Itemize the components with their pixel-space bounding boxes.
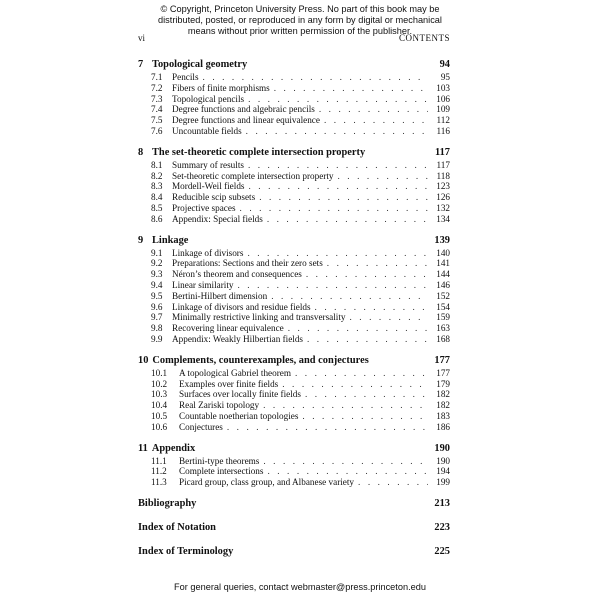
- toc-section-entry[interactable]: [138, 368, 450, 379]
- toc-section-entry[interactable]: [138, 115, 450, 126]
- dot-leader: [267, 466, 428, 477]
- section-title: Reducible scip subsets: [172, 192, 256, 203]
- toc-section-entry[interactable]: [138, 477, 450, 488]
- dot-leader: [267, 214, 428, 225]
- section-title: Countable noetherian topologies: [179, 410, 299, 421]
- section-page: 140: [436, 247, 450, 258]
- chapter-title: Topological geometry: [152, 59, 248, 70]
- chapter-title: Complements, counterexamples, and conjectures: [152, 354, 369, 366]
- section-title: Appendix: Weakly Hilbertian fields: [172, 333, 304, 344]
- back-matter-page: 223: [434, 521, 450, 533]
- section-page: 159: [436, 312, 450, 323]
- toc-section-entry[interactable]: [138, 203, 450, 214]
- section-title: Degree functions and algebraic pencils: [172, 104, 315, 115]
- dot-leader: [238, 280, 429, 291]
- chapter-number: 10: [138, 354, 149, 366]
- section-number: 9.7: [151, 312, 163, 323]
- chapter-page: 94: [439, 59, 450, 70]
- section-title: Néron’s theorem and consequences: [172, 269, 302, 280]
- dot-leader: [203, 72, 428, 83]
- dot-leader: [246, 126, 428, 137]
- section-title: Linear similarity: [172, 279, 234, 290]
- section-page: 95: [440, 72, 450, 82]
- dot-leader: [247, 248, 428, 259]
- back-matter-title: Bibliography: [138, 497, 197, 509]
- section-page: 186: [436, 421, 450, 432]
- section-number: 9.5: [151, 290, 163, 301]
- toc-chapter: [138, 234, 450, 345]
- section-page: 117: [436, 159, 450, 170]
- toc-section-entry[interactable]: [138, 104, 450, 115]
- dot-leader: [302, 411, 428, 422]
- toc-section-entry[interactable]: [138, 160, 450, 171]
- section-title: Real Zariski topology: [179, 400, 260, 411]
- section-title: Recovering linear equivalence: [172, 323, 284, 334]
- section-page: 126: [436, 192, 450, 203]
- section-title: Linkage of divisors: [172, 247, 244, 258]
- dot-leader: [248, 160, 428, 171]
- section-page: 123: [436, 181, 450, 192]
- toc-section-entry[interactable]: [138, 94, 450, 105]
- toc-section-entry[interactable]: [138, 83, 450, 94]
- dot-leader: [249, 181, 429, 192]
- section-number: 8.2: [151, 170, 163, 181]
- section-number: 10.3: [151, 389, 168, 400]
- section-number: 10.1: [151, 367, 168, 378]
- toc-section-entry[interactable]: [138, 248, 450, 259]
- section-number: 9.9: [151, 333, 163, 344]
- section-page: 109: [436, 104, 450, 115]
- toc-chapter: [138, 442, 450, 488]
- section-number: 8.6: [151, 213, 163, 224]
- running-title: CONTENTS: [399, 33, 450, 43]
- section-title: Conjectures: [179, 421, 223, 432]
- toc-section-entry[interactable]: [138, 411, 450, 422]
- toc-section-entry[interactable]: [138, 280, 450, 291]
- section-number: 7.5: [151, 115, 163, 126]
- section-number: 10.5: [151, 410, 168, 421]
- footer-contact: For general queries, contact webmaster@press.princeton.edu: [174, 582, 426, 592]
- toc-section-entry[interactable]: [138, 456, 450, 467]
- dot-leader: [227, 422, 428, 433]
- section-title: Degree functions and linear equivalence: [172, 115, 320, 126]
- chapter-title: Appendix: [151, 442, 196, 454]
- copyright-line: means without prior written permission of the publisher.: [187, 26, 413, 36]
- back-matter-page: 213: [434, 497, 450, 509]
- section-title: Summary of results: [172, 159, 244, 170]
- copyright-line: © Copyright, Princeton University Press. No part of this book may be: [160, 4, 440, 14]
- section-title: Bertini-Hilbert dimension: [172, 290, 268, 301]
- section-title: Complete intersections: [179, 466, 264, 477]
- section-page: 141: [436, 258, 450, 269]
- chapter-list: [138, 58, 450, 488]
- dot-leader: [350, 312, 428, 323]
- section-title: Projective spaces: [172, 202, 236, 213]
- toc-section-entry[interactable]: [138, 422, 450, 433]
- section-number: 7.4: [151, 104, 163, 115]
- toc-section-entry[interactable]: [138, 126, 450, 137]
- copyright-line: distributed, posted, or reproduced in any form by digital or mechanical: [158, 15, 442, 25]
- section-page: 103: [436, 82, 450, 93]
- toc-section-entry[interactable]: [138, 302, 450, 313]
- toc-section-entry[interactable]: [138, 389, 450, 400]
- dot-leader: [358, 477, 428, 488]
- section-number: 7.2: [151, 82, 163, 93]
- dot-leader: [271, 291, 428, 302]
- back-matter-title: Index of Terminology: [138, 545, 234, 557]
- dot-leader: [274, 83, 428, 94]
- section-page: 118: [436, 170, 450, 181]
- chapter-title: The set-theoretic complete intersection property: [152, 146, 366, 158]
- section-page: 144: [436, 269, 450, 280]
- section-page: 190: [436, 455, 450, 466]
- section-page: 163: [436, 323, 450, 334]
- toc-section-entry[interactable]: [138, 334, 450, 345]
- section-page: 168: [436, 333, 450, 344]
- page-number: vi: [138, 33, 146, 43]
- section-page: 177: [436, 367, 450, 378]
- toc-section-entry[interactable]: [138, 258, 450, 269]
- chapter-heading[interactable]: [138, 146, 450, 160]
- toc-section-entry[interactable]: [138, 466, 450, 477]
- chapter-number: 7: [138, 59, 144, 70]
- section-number: 8.5: [151, 202, 163, 213]
- toc-section-entry[interactable]: [138, 192, 450, 203]
- section-number: 11.3: [151, 477, 167, 488]
- section-title: Mordell-Weil fields: [172, 181, 245, 192]
- table-of-contents: [138, 58, 450, 569]
- section-title: Examples over finite fields: [179, 378, 279, 389]
- chapter-page: 190: [434, 442, 450, 454]
- section-page: 106: [436, 93, 450, 104]
- section-title: Set-theoretic complete intersection property: [172, 170, 334, 181]
- chapter-page: 117: [434, 146, 450, 158]
- chapter-title: Linkage: [152, 234, 189, 246]
- section-title: A topological Gabriel theorem: [179, 367, 292, 378]
- toc-section-entry[interactable]: [138, 291, 450, 302]
- section-page: 194: [436, 466, 450, 477]
- toc-section-entry[interactable]: [138, 269, 450, 280]
- dot-leader: [259, 192, 428, 203]
- section-page: 199: [436, 477, 450, 488]
- back-matter-entry[interactable]: [138, 521, 450, 535]
- section-number: 7.3: [151, 93, 163, 104]
- chapter-heading[interactable]: [138, 58, 450, 72]
- section-title: Uncountable fields: [172, 125, 242, 136]
- copyright-notice: [0, 4, 600, 37]
- section-number: 9.4: [151, 279, 163, 290]
- dot-leader: [305, 389, 428, 400]
- toc-section-entry[interactable]: [138, 400, 450, 411]
- toc-chapter: [138, 58, 450, 137]
- section-page: 116: [436, 125, 450, 136]
- chapter-heading[interactable]: [138, 234, 450, 248]
- chapter-number: 11: [138, 442, 148, 454]
- dot-leader: [282, 379, 428, 390]
- section-number: 11.1: [151, 455, 167, 466]
- section-title: Preparations: Sections and their zero sets: [172, 258, 323, 269]
- dot-leader: [263, 400, 428, 411]
- section-page: 183: [436, 410, 450, 421]
- dot-leader: [240, 203, 428, 214]
- section-page: 112: [436, 115, 450, 126]
- section-number: 9.2: [151, 258, 163, 269]
- chapter-heading[interactable]: [138, 442, 450, 456]
- section-number: 9.6: [151, 301, 163, 312]
- section-title: Surfaces over locally finite fields: [179, 389, 301, 400]
- section-page: 182: [436, 389, 450, 400]
- section-number: 7.1: [151, 72, 163, 82]
- section-number: 8.3: [151, 181, 163, 192]
- section-number: 10.6: [151, 421, 168, 432]
- section-number: 11.2: [151, 466, 167, 477]
- section-title: Bertini-type theorems: [179, 455, 260, 466]
- section-number: 8.1: [151, 159, 163, 170]
- chapter-number: 9: [138, 234, 144, 246]
- section-page: 179: [436, 378, 450, 389]
- toc-section-entry[interactable]: [138, 171, 450, 182]
- section-number: 9.3: [151, 269, 163, 280]
- dot-leader: [295, 368, 428, 379]
- dot-leader: [263, 456, 428, 467]
- dot-leader: [319, 104, 428, 115]
- section-title: Appendix: Special fields: [172, 213, 263, 224]
- dot-leader: [248, 94, 428, 105]
- section-page: 152: [436, 290, 450, 301]
- dot-leader: [315, 302, 428, 313]
- chapter-page: 177: [434, 354, 450, 366]
- dot-leader: [306, 269, 428, 280]
- section-title: Minimally restrictive linking and transversality: [172, 312, 346, 323]
- toc-section-entry[interactable]: [138, 323, 450, 334]
- section-page: 132: [436, 202, 450, 213]
- dot-leader: [327, 258, 428, 269]
- chapter-heading[interactable]: [138, 354, 450, 368]
- section-number: 10.2: [151, 378, 168, 389]
- section-page: 154: [436, 301, 450, 312]
- toc-section-entry[interactable]: [138, 181, 450, 192]
- dot-leader: [288, 323, 428, 334]
- toc-chapter: [138, 146, 450, 225]
- section-number: 7.6: [151, 125, 163, 136]
- dot-leader: [338, 171, 429, 182]
- section-title: Pencils: [172, 72, 199, 82]
- back-matter-title: Index of Notation: [138, 521, 216, 533]
- back-matter-page: 225: [434, 545, 450, 557]
- toc-section-entry[interactable]: [138, 379, 450, 390]
- dot-leader: [324, 115, 428, 126]
- chapter-number: 8: [138, 146, 144, 158]
- dot-leader: [307, 334, 428, 345]
- section-page: 134: [436, 213, 450, 224]
- back-matter-list: [138, 497, 450, 559]
- back-matter-entry[interactable]: [138, 497, 450, 511]
- toc-section-entry[interactable]: [138, 312, 450, 323]
- toc-section-entry[interactable]: [138, 214, 450, 225]
- section-title: Topological pencils: [172, 93, 245, 104]
- section-number: 9.1: [151, 247, 163, 258]
- section-number: 10.4: [151, 400, 168, 411]
- section-title: Linkage of divisors and residue fields: [172, 301, 311, 312]
- section-number: 9.8: [151, 323, 163, 334]
- chapter-page: 139: [434, 234, 450, 246]
- toc-chapter: [138, 354, 450, 433]
- section-title: Fibers of finite morphisms: [172, 82, 270, 93]
- back-matter-entry[interactable]: [138, 545, 450, 559]
- toc-section-entry[interactable]: [138, 72, 450, 83]
- section-title: Picard group, class group, and Albanese variety: [179, 477, 355, 488]
- section-page: 182: [436, 400, 450, 411]
- section-page: 146: [436, 279, 450, 290]
- section-number: 8.4: [151, 192, 163, 203]
